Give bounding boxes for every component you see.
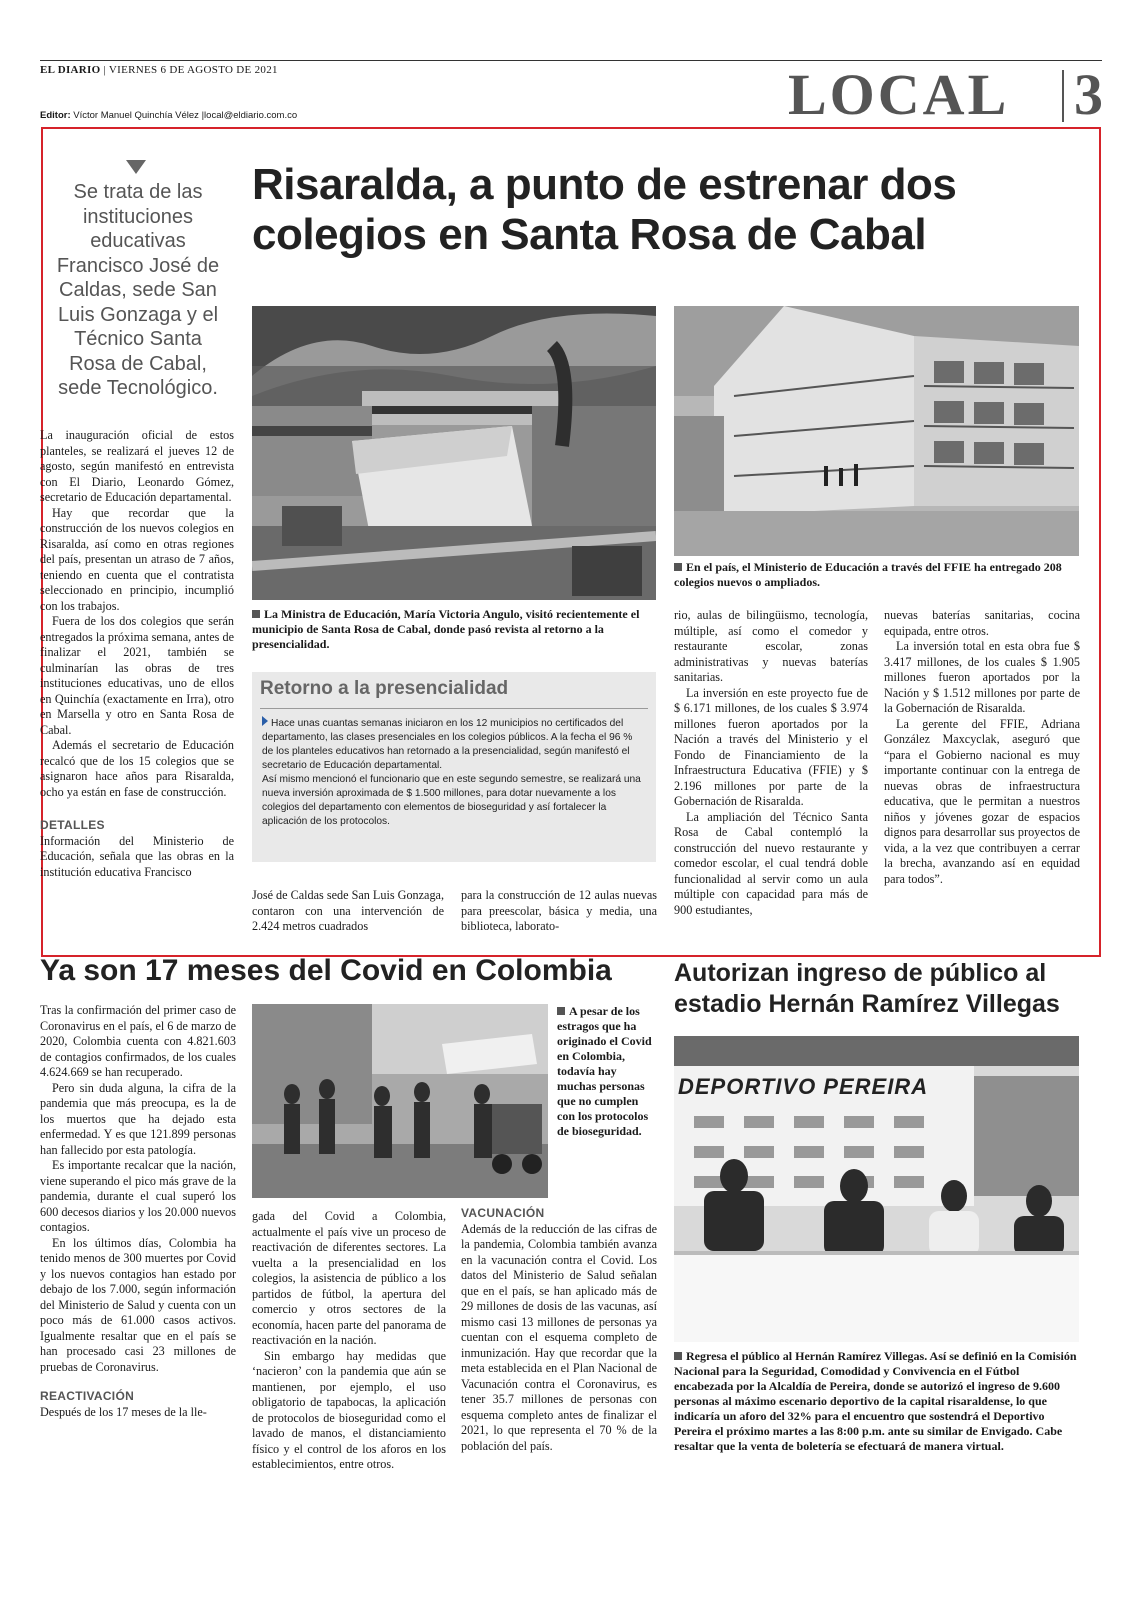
presencialidad-box-title: Retorno a la presencialidad [260, 678, 509, 699]
press-conference-caption-text: Regresa el público al Hernán Ramírez Villegas. Así se definió en la Comisión Nacional para la Seguridad, Comodidad y Convivencia en el Fútbol encabezada por la Alcaldía de Pereira, donde se autorizó el ingreso de 9.600 personas al máximo escenario deportivo de la capital risaraldense, lo que indicaría un aforo del 32% para el encuentro que sostendrá el Deportivo Pereira el próximo martes a las 8:00 p.m. ante su similar de Envigado. Cabe resaltar que la venta de boletería se efectuará de manera virtual. [674, 1349, 1077, 1453]
covid-col1-paragraph: Tras la confirmación del primer caso de Coronavirus en el país, el 6 de marzo de 2020, Colombia cuenta con 4.821.603 de contagios confirmados, de los cuales 4.624.669 se han recuperado. [40, 1003, 236, 1079]
editor-line [40, 110, 297, 121]
box-bullet-icon [262, 716, 268, 726]
caption-square-icon [252, 610, 260, 618]
covid-col1-paragraph: Es importante recalcar que la nación, viene superando el pico más grave de la pandemia, durante el cual superó los 600 decesos diarios y los 20.000 nuevos contagios. [40, 1158, 236, 1234]
street-crowd-caption-text: A pesar de los estragos que ha originado el Covid en Colombia, todavía hay muchas personas que no cumplen con los protocolos de bioseguridad. [557, 1004, 652, 1138]
new-building-illustration [674, 306, 1079, 556]
main-col5-paragraph: nuevas baterías sanitarias, cocina equipada, entre otros. [884, 608, 1080, 638]
street-crowd-caption [557, 1004, 657, 1139]
covid-col2-paragraph: gada del Covid a Colombia, actualmente el país vive un proceso de reactivación de diferentes sectores. La vuelta a la presencialidad en los colegios, la asistencia de público a los partidos de fútbol, la apertura del comercio y otros sectores de la economía, hacen parte del panorama de reactivación en la nación. [252, 1209, 446, 1347]
main-col3-paragraph: para la construcción de 12 aulas nuevas para preescolar, básica y media, una biblioteca, laborato- [461, 888, 657, 933]
issue-date: VIERNES 6 DE AGOSTO DE 2021 [108, 64, 278, 76]
covid-col1-paragraph: Pero sin duda alguna, la cifra de la pandemia que más preocupa, es la de los muertos que ha dejado esta enfermedad. Y es que 121.899 personas han fallecido por esta patología. [40, 1080, 236, 1157]
main-col2-paragraph: José de Caldas sede San Luis Gonzaga, contaron con una intervención de 2.424 metros cuadrados [252, 888, 444, 933]
vaccination-paragraph: Además de la reducción de las cifras de la pandemia, Colombia también avanza en la vacunación contra el Covid. Los datos del Ministerio de Salud señalan que en el país, se han aplicado más de 29 millones de dosis de las vacunas, así mismo casi 13 millones de personas ya cuentan con el esquema completo de inmunización. Hay que recordar que la meta establecida en el Plan Nacional de Vacunación contra el Coronavirus, es tener 35.7 millones de personas con esquema completo antes de finalizar el 2021, lo que representa el 70 % de la población del país. [461, 1221, 657, 1453]
presencialidad-box-body [262, 716, 646, 829]
presencialidad-box-text2: Así mismo mencionó el funcionario que en este segundo semestre, se realizará una nueva inversión aproximada de $ 1.500 millones, para dotar nuevamente a los colegios del departamento con elementos de bioseguridad y así fortalecer la aplicación de los protocolos. [262, 774, 641, 827]
main-col1-paragraph: Además el secretario de Educación recalcó que de los 15 colegios que se asignaron hace años para Risaralda, ocho ya están en fase de construcción. [40, 738, 234, 799]
reactivation-paragraph: Después de los 17 meses de la lle- [40, 1404, 207, 1419]
school-aerial-photo [252, 306, 656, 600]
main-column-3 [461, 888, 657, 935]
street-crowd-photo [252, 1004, 548, 1198]
main-column-2 [252, 888, 444, 935]
vaccination-subhead: VACUNACIÓN [461, 1206, 545, 1220]
main-column-5 [884, 608, 1080, 887]
masthead-dateline [40, 64, 278, 76]
main-col1-paragraph: Hay que recordar que la construcción de los nuevos colegios en Risaralda, así como en otras regiones del país, presentan un atraso de 7 años, teniendo en cuenta que el contratista seleccionado en principio, incumplió con los trabajos. [40, 505, 234, 613]
main-col5-paragraph: La gerente del FFIE, Adriana González Maxcyclak, aseguró que “para el Gobierno nacional es muy importante continuar con la entrega de nuevas obras de infraestructura educativa, que le permitan a nuestros niños y jóvenes gozar de espacios dignos para desarrollar sus proyectos de vida, a la vez que contribuyen a cerrar la brecha, avanzando así en equidad para todos”. [884, 716, 1080, 886]
caption-square-icon [674, 1352, 682, 1360]
press-conference-photo [674, 1036, 1079, 1342]
details-subhead: DETALLES [40, 818, 105, 832]
main-col4-paragraph: La ampliación del Técnico Santa Rosa de Cabal contempló la construcción del nuevo restaurante y comedor escolar, el cual tendrá doble funcionalidad al servir como un aula múltiple con capacidad para más de 900 estudiantes, [674, 809, 868, 917]
stadium-headline: Autorizan ingreso de público al estadio Hernán Ramírez Villegas [674, 959, 1060, 1018]
press-conference-caption [674, 1349, 1079, 1454]
street-crowd-illustration [252, 1004, 548, 1198]
main-column-1 [40, 428, 234, 880]
main-headline: Risaralda, a punto de estrenar dos colegios en Santa Rosa de Cabal [252, 160, 957, 259]
main-col1-paragraph: Fuera de los dos colegios que serán entregados la próxima semana, antes de finalizar el 2021, también se culminarían las obras de tres instituciones educativas, uno de ellos en Quinchía (exactamente en Irra), otro en Marsella y otro en Santa Rosa de Cabal. [40, 614, 234, 737]
new-building-photo [674, 306, 1079, 556]
presencialidad-box-text: Hace unas cuantas semanas iniciaron en los 12 municipios no certificados del departamento, las clases presenciales en los colegios públicos. A la fecha el 96 % de los planteles educativos han retornado a la presencialidad, según manifestó el secretario de Educación departamental. [262, 718, 633, 771]
covid-column-3 [461, 1206, 657, 1454]
caption-square-icon [557, 1007, 565, 1015]
masthead-top-rule [40, 60, 1102, 61]
editor-name: Víctor Manuel Quinchía Vélez [73, 110, 199, 121]
covid-col2-paragraph: Sin embargo hay medidas que ‘nacieron’ con la pandemia que aún se mantienen, por ejemplo, el uso obligatorio de tapabocas, la aplicación de protocolos de bioseguridad como el lavado de manos, el distanciamiento físico y el control de los aforos en los establecimientos, entre otros. [252, 1348, 446, 1471]
main-col5-paragraph: La inversión total en esta obra fue $ 3.417 millones, de los cuales $ 1.905 millones fueron aportados por la Nación y $ 1.512 millones por parte de la Gobernación de Risaralda. [884, 639, 1080, 715]
presencialidad-box-rule [260, 708, 648, 709]
covid-col1-paragraph: En los últimos días, Colombia ha tenido menos de 300 muertes por Covid y los nuevos contagios han estado por debajo de los 7.000, según información del Ministerio de Salud y cuenta con un poco más de 61.000 casos activos. Igualmente resaltar que en el país se han procesado casi 23 millones de pruebas de Coronavirus. [40, 1235, 236, 1374]
dateline-separator: | [103, 64, 109, 76]
editor-label: Editor: [40, 110, 71, 121]
presencialidad-box [252, 672, 656, 862]
school-aerial-caption-text: La Ministra de Educación, María Victoria Angulo, visitó recientemente el municipio de Santa Rosa de Cabal, donde pasó revista al retorno a la presencialidad. [252, 607, 640, 651]
deportivo-pereira-banner: DEPORTIVO PEREIRA [678, 1074, 929, 1099]
main-col4-paragraph: La inversión en este proyecto fue de $ 6.171 millones, de los cuales $ 3.974 millones fueron aportados por la Nación a través del Ministerio y el Fondo de Financiamiento de la Infraestructura Educativa (FFIE) y $ 2.196 millones por parte de la Gobernación de Risaralda. [674, 685, 868, 808]
editor-email: local@eldiario.com.co [204, 110, 298, 121]
covid-column-1 [40, 1003, 236, 1420]
new-building-caption-text: En el país, el Ministerio de Educación a través del FFIE ha entregado 208 colegios nuevos o ampliados. [674, 560, 1062, 589]
editor-separator: | [201, 110, 205, 121]
section-divider [1062, 70, 1064, 122]
school-aerial-caption [252, 607, 656, 652]
masthead [40, 60, 1103, 127]
covid-column-2 [252, 1209, 446, 1473]
main-col1-paragraph: La inauguración oficial de estos planteles, se realizará el jueves 12 de agosto, según manifestó en entrevista con El Diario, Leonardo Gómez, secretario de Educación departamental. [40, 428, 234, 504]
reactivation-subhead: REACTIVACIÓN [40, 1389, 135, 1403]
details-paragraph: Información del Ministerio de Educación, señala que las obras en la institución educativa Francisco [40, 833, 234, 879]
main-col4-paragraph: rio, aulas de bilingüismo, tecnología, múltiple, así como el comedor y restaurante escolar, zonas administrativas y nuevas baterías sanitarias. [674, 608, 868, 684]
caption-square-icon [674, 563, 682, 571]
new-building-caption [674, 560, 1079, 590]
paper-name: EL DIARIO [40, 64, 101, 76]
section-title: LOCAL [788, 62, 1010, 127]
main-column-4 [674, 608, 868, 918]
deck-arrow-icon [126, 160, 146, 174]
covid-headline: Ya son 17 meses del Covid en Colombia [40, 954, 612, 987]
page-number: 3 [1074, 62, 1103, 127]
school-aerial-illustration [252, 306, 656, 600]
main-deck: Se trata de las instituciones educativas Francisco José de Caldas, sede San Luis Gonzaga y el Técnico Santa Rosa de Cabal, sede Tecnológico. [56, 181, 220, 399]
